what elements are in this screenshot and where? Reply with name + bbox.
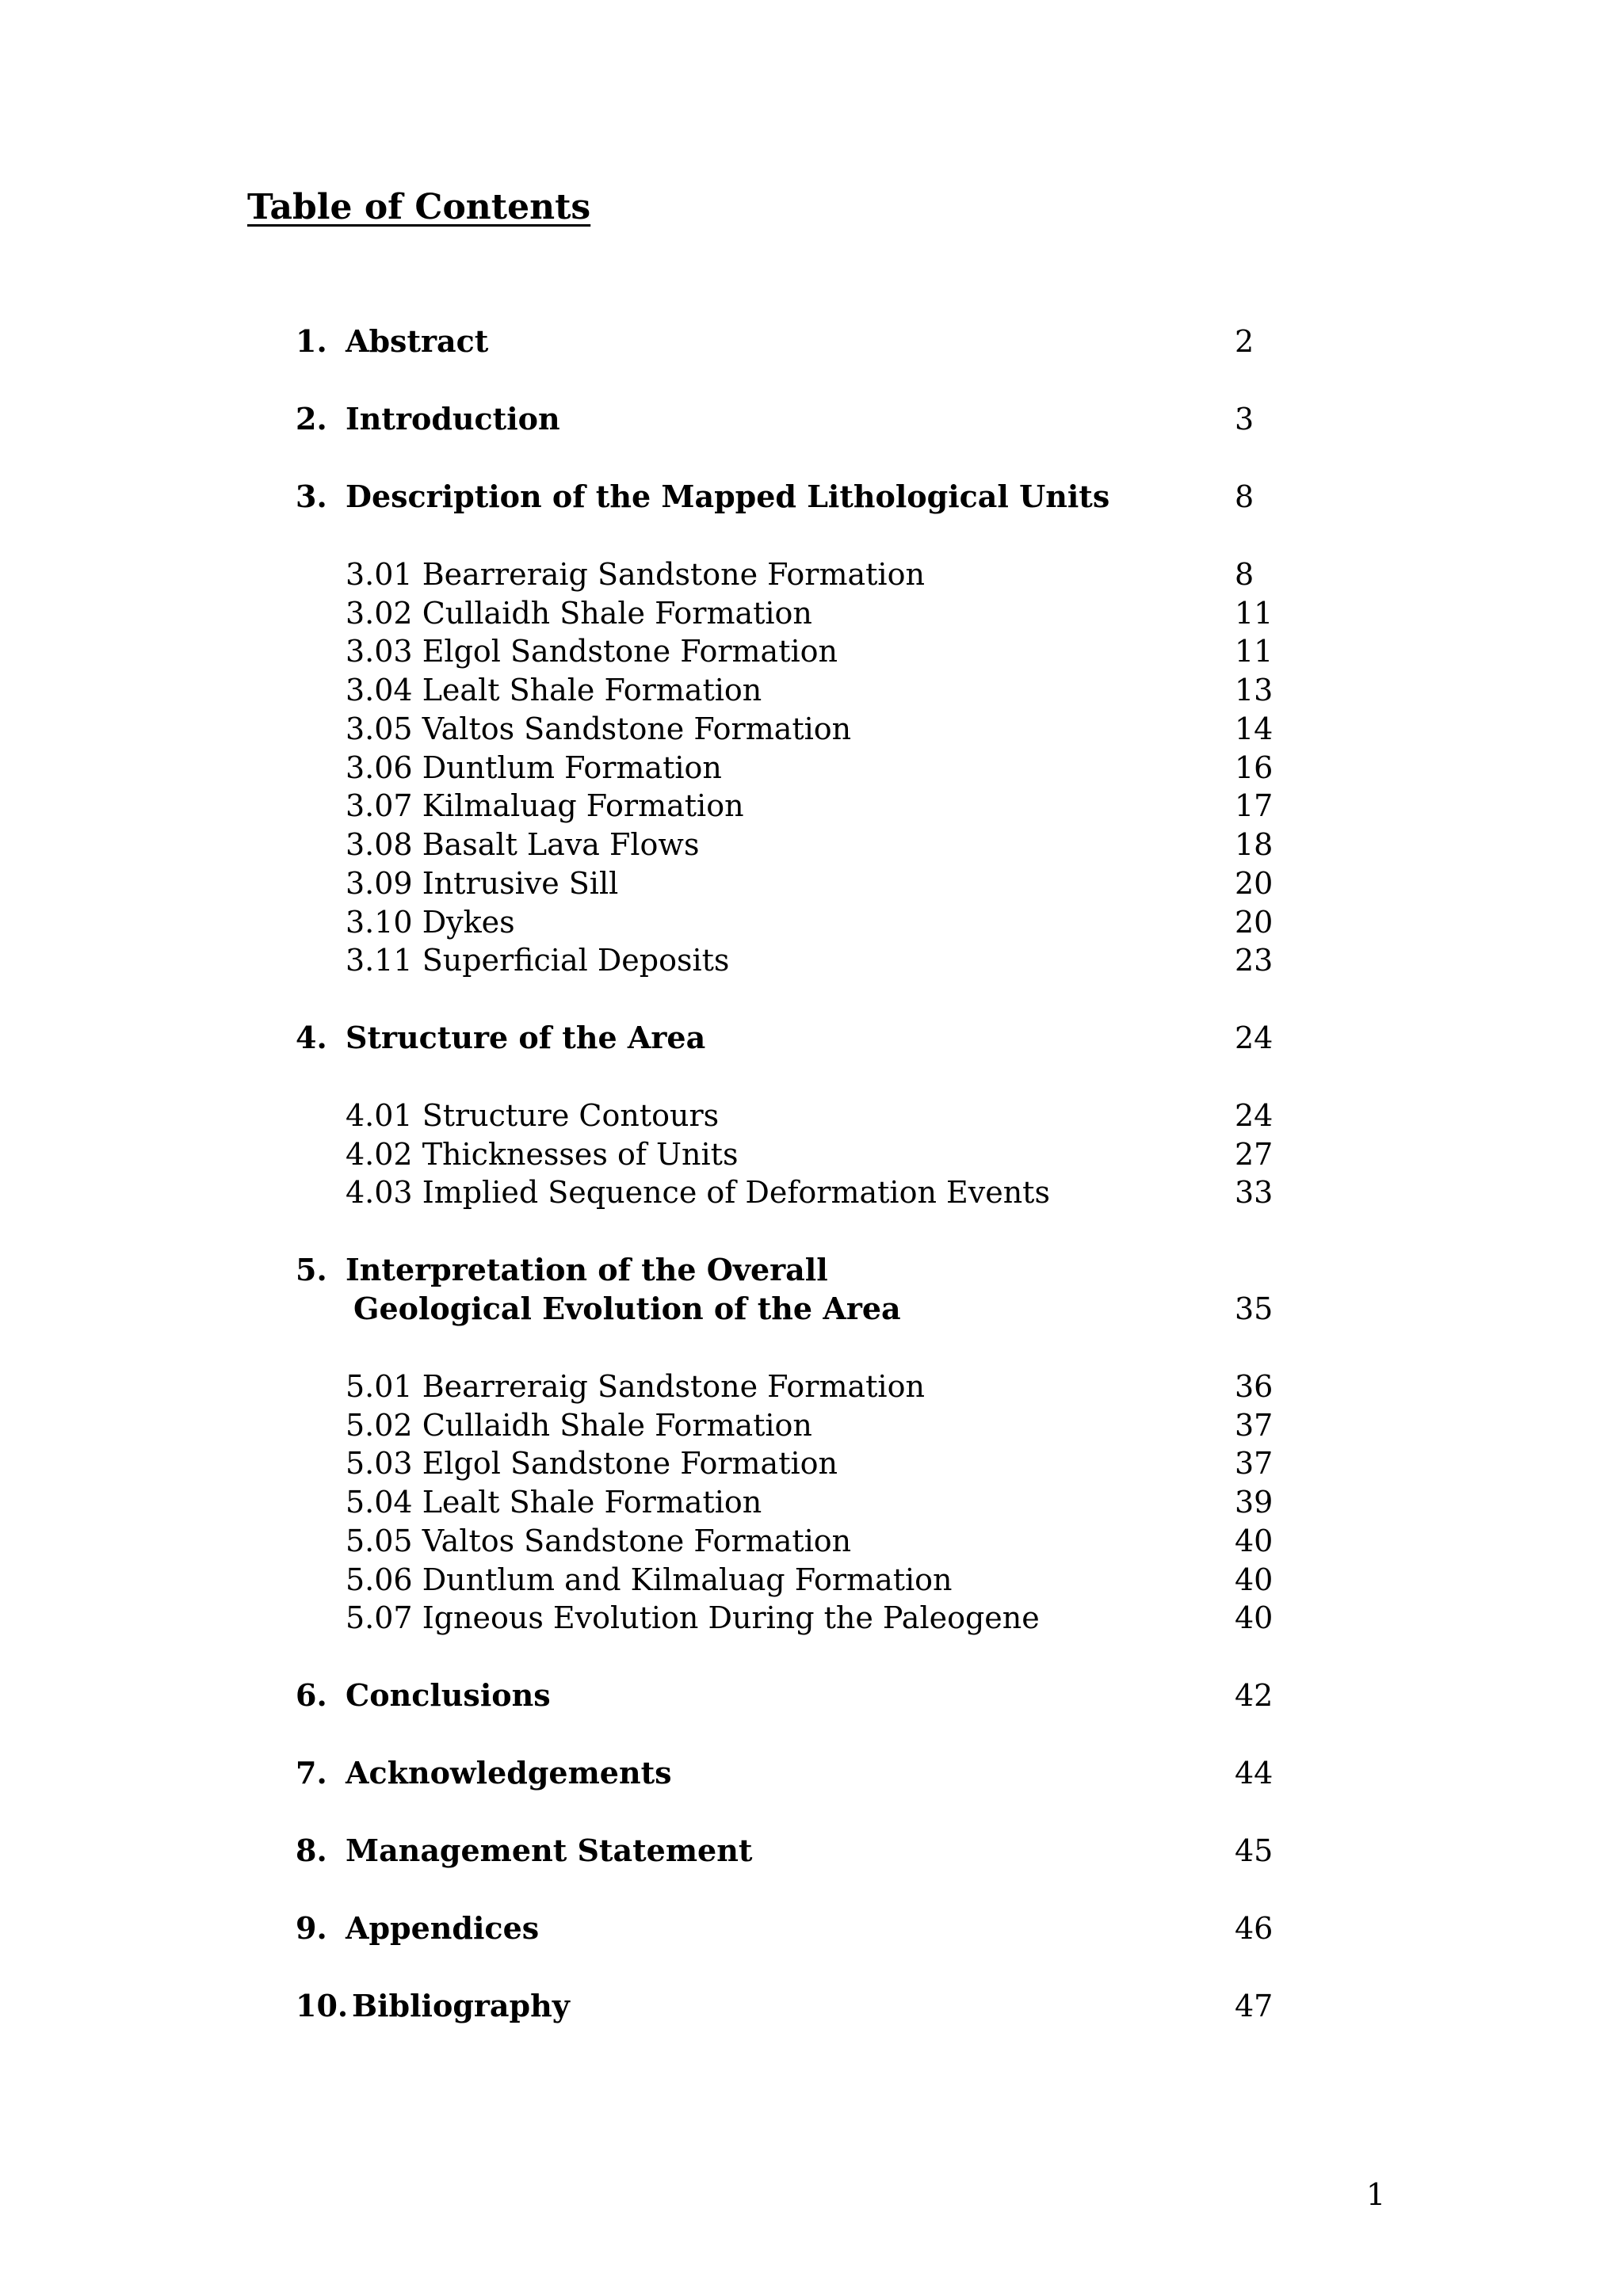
toc-section-title: Acknowledgements: [346, 1755, 672, 1791]
toc-subsection-title: 3.01 Bearreraig Sandstone Formation: [346, 557, 925, 592]
toc-subsection-title: 5.06 Duntlum and Kilmaluag Formation: [346, 1562, 953, 1597]
toc-page-number: 24: [1235, 1098, 1274, 1133]
toc-page-number: 27: [1235, 1137, 1274, 1172]
toc-subsection-title: 3.03 Elgol Sandstone Formation: [346, 634, 838, 669]
toc-section-number: 9.: [296, 1910, 327, 1946]
toc-page-number: 39: [1235, 1485, 1274, 1520]
toc-section-title: Management Statement: [346, 1833, 753, 1868]
toc-page-number: 47: [1235, 1989, 1274, 2023]
toc-subsection-title: 3.04 Lealt Shale Formation: [346, 673, 762, 707]
toc-page-number: 45: [1235, 1833, 1274, 1868]
toc-page-number: 11: [1235, 634, 1274, 669]
toc-section-number: 7.: [296, 1755, 327, 1791]
toc-section-title: Appendices: [346, 1910, 540, 1946]
toc-subsection-title: 3.08 Basalt Lava Flows: [346, 827, 700, 862]
toc-page-number: 13: [1235, 673, 1274, 707]
toc-subsection-title: 3.06 Duntlum Formation: [346, 750, 722, 785]
toc-subsection-title: 4.03 Implied Sequence of Deformation Events: [346, 1175, 1050, 1210]
toc-subsection-title: 3.11 Superficial Deposits: [346, 943, 730, 978]
page-title: Table of Contents: [247, 187, 591, 227]
toc-section-title: Interpretation of the Overall: [346, 1252, 828, 1287]
toc-page-number: 17: [1235, 788, 1274, 823]
toc-page-number: 46: [1235, 1911, 1274, 1946]
toc-section-number: 8.: [296, 1833, 327, 1868]
toc-page-number: 20: [1235, 866, 1274, 901]
toc-section-title: Bibliography: [352, 1988, 570, 2023]
toc-section-title: Description of the Mapped Lithological Units: [346, 479, 1110, 514]
toc-page-number: 37: [1235, 1408, 1274, 1443]
toc-section-number: 1.: [296, 323, 327, 359]
toc-subsection-title: 3.09 Intrusive Sill: [346, 866, 619, 901]
page-number-footer: 1: [1366, 2177, 1386, 2212]
toc-subsection-title: 4.01 Structure Contours: [346, 1098, 720, 1133]
toc-section-number: 6.: [296, 1677, 327, 1713]
toc-section-title-continued: Geological Evolution of the Area: [353, 1291, 901, 1326]
toc-subsection-title: 5.04 Lealt Shale Formation: [346, 1485, 762, 1520]
toc-page-number: 3: [1235, 402, 1254, 437]
toc-page-number: 37: [1235, 1446, 1274, 1481]
toc-subsection-title: 3.10 Dykes: [346, 905, 515, 940]
toc-subsection-title: 5.02 Cullaidh Shale Formation: [346, 1408, 812, 1443]
toc-page-number: 8: [1235, 557, 1254, 592]
toc-section-title: Abstract: [346, 323, 489, 359]
toc-section-number: 5.: [296, 1252, 327, 1287]
toc-page-number: 20: [1235, 905, 1274, 940]
toc-page-number: 44: [1235, 1756, 1274, 1791]
toc-subsection-title: 5.05 Valtos Sandstone Formation: [346, 1524, 852, 1558]
toc-page-number: 11: [1235, 596, 1274, 631]
toc-page-number: 24: [1235, 1020, 1274, 1055]
toc-subsection-title: 5.07 Igneous Evolution During the Paleogene: [346, 1600, 1040, 1635]
toc-page-number: 36: [1235, 1369, 1274, 1404]
toc-page-number: 40: [1235, 1600, 1274, 1635]
toc-subsection-title: 5.03 Elgol Sandstone Formation: [346, 1446, 838, 1481]
toc-page-number: 40: [1235, 1524, 1274, 1558]
toc-page-number: 18: [1235, 827, 1274, 862]
toc-section-number: 10.: [296, 1988, 349, 2023]
toc-subsection-title: 3.05 Valtos Sandstone Formation: [346, 711, 852, 746]
toc-page-number: 33: [1235, 1175, 1274, 1210]
toc-page-number: 23: [1235, 943, 1274, 978]
toc-section-title: Conclusions: [346, 1677, 551, 1713]
toc-page-number: 8: [1235, 479, 1254, 514]
toc-section-number: 2.: [296, 401, 327, 437]
toc-section-number: 3.: [296, 479, 327, 514]
toc-subsection-title: 5.01 Bearreraig Sandstone Formation: [346, 1369, 925, 1404]
toc-page-number: 14: [1235, 711, 1274, 746]
toc-page-number: 2: [1235, 324, 1254, 359]
toc-page-number: 35: [1235, 1291, 1274, 1326]
toc-page-number: 42: [1235, 1678, 1274, 1713]
toc-section-number: 4.: [296, 1020, 327, 1055]
toc-section-title: Introduction: [346, 401, 560, 437]
toc-subsection-title: 4.02 Thicknesses of Units: [346, 1137, 739, 1172]
toc-subsection-title: 3.02 Cullaidh Shale Formation: [346, 596, 812, 631]
toc-subsection-title: 3.07 Kilmaluag Formation: [346, 788, 744, 823]
toc-page-number: 40: [1235, 1562, 1274, 1597]
toc-section-title: Structure of the Area: [346, 1020, 706, 1055]
toc-page-number: 16: [1235, 750, 1274, 785]
